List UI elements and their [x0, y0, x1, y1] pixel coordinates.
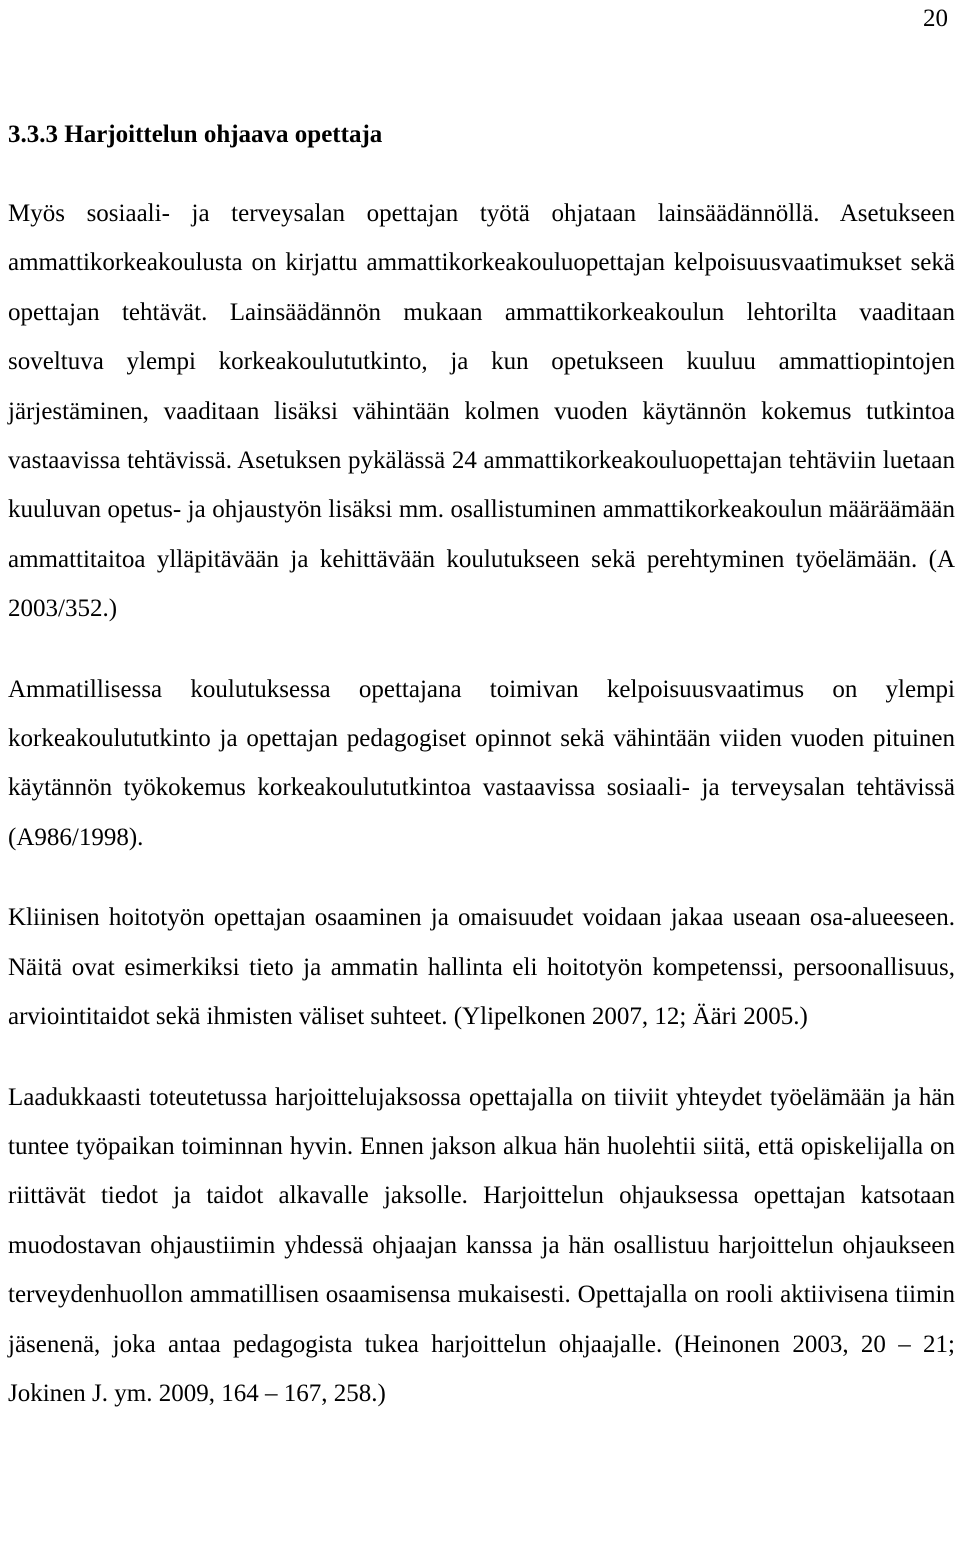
paragraph-supervision: Laadukkaasti toteutetussa harjoittelujaksossa opettajalla on tiiviit yhteydet työelämään ja hän tuntee työpaikan toiminnan hyvin. Ennen jakson alkua hän huolehtii siitä, että opiskelijalla on riittävät tiedot ja taidot alkavalle jaksolle. Harjoittelun ohjauksessa opettajan katsotaan muodostavan ohjaustiimin yhdessä ohjaajan kanssa ja hän osallistuu harjoittelun ohjaukseen terveydenhuollon ammatillisen osaamisensa mukaisesti. Opettajalla on rooli aktiivisena tiimin jäsenenä, joka antaa pedagogista tukea harjoittelun ohjaajalle. (Heinonen 2003, 20 – 21; Jokinen J. ym. 2009, 164 – 167, 258.): [8, 1083, 955, 1407]
paragraph-legislation: Myös sosiaali- ja terveysalan opettajan työtä ohjataan lainsäädännöllä. Asetukseen ammattikorkeakoulusta on kirjattu ammattikorkeakouluopettajan kelpoisuusvaatimukset sekä opettajan tehtävät. Lainsäädännön mukaan ammattikorkeakoulun lehtorilta vaaditaan soveltuva ylempi korkeakoulututkinto, ja kun opetukseen kuuluu ammattiopintojen järjestäminen, vaaditaan lisäksi vähintään kolmen vuoden käytännön kokemus tutkintoa vastaavissa tehtävissä. Asetuksen pykälässä 24 ammattikorkeakouluopettajan tehtäviin luetaan kuuluvan opetus- ja ohjaustyön lisäksi mm. osallistuminen ammattikorkeakoulun määräämään ammattitaitoa ylläpitävään ja kehittävään koulutukseen sekä perehtyminen työelämään. (A 2003/352.): [8, 200, 955, 623]
paragraph-qualification: Ammatillisessa koulutuksessa opettajana toimivan kelpoisuusvaatimus on ylempi korkeakoulututkinto ja opettajan pedagogiset opinnot sekä vähintään viiden vuoden pituinen käytännön työkokemus korkeakoulututkintoa vastaavissa sosiaali- ja terveysalan tehtävissä (A986/1998).: [8, 675, 955, 851]
paragraph-competence: Kliinisen hoitotyön opettajan osaaminen ja omaisuudet voidaan jakaa useaan osa-alueeseen. Näitä ovat esimerkiksi tieto ja ammatin hallinta eli hoitotyön kompetenssi, persoonallisuus, arviointitaidot sekä ihmisten väliset suhteet. (Ylipelkonen 2007, 12; Ääri 2005.): [8, 904, 955, 1031]
section-heading: 3.3.3 Harjoittelun ohjaava opettaja: [8, 121, 383, 148]
page-number: 20: [923, 5, 948, 32]
body-text: [8, 189, 955, 1418]
